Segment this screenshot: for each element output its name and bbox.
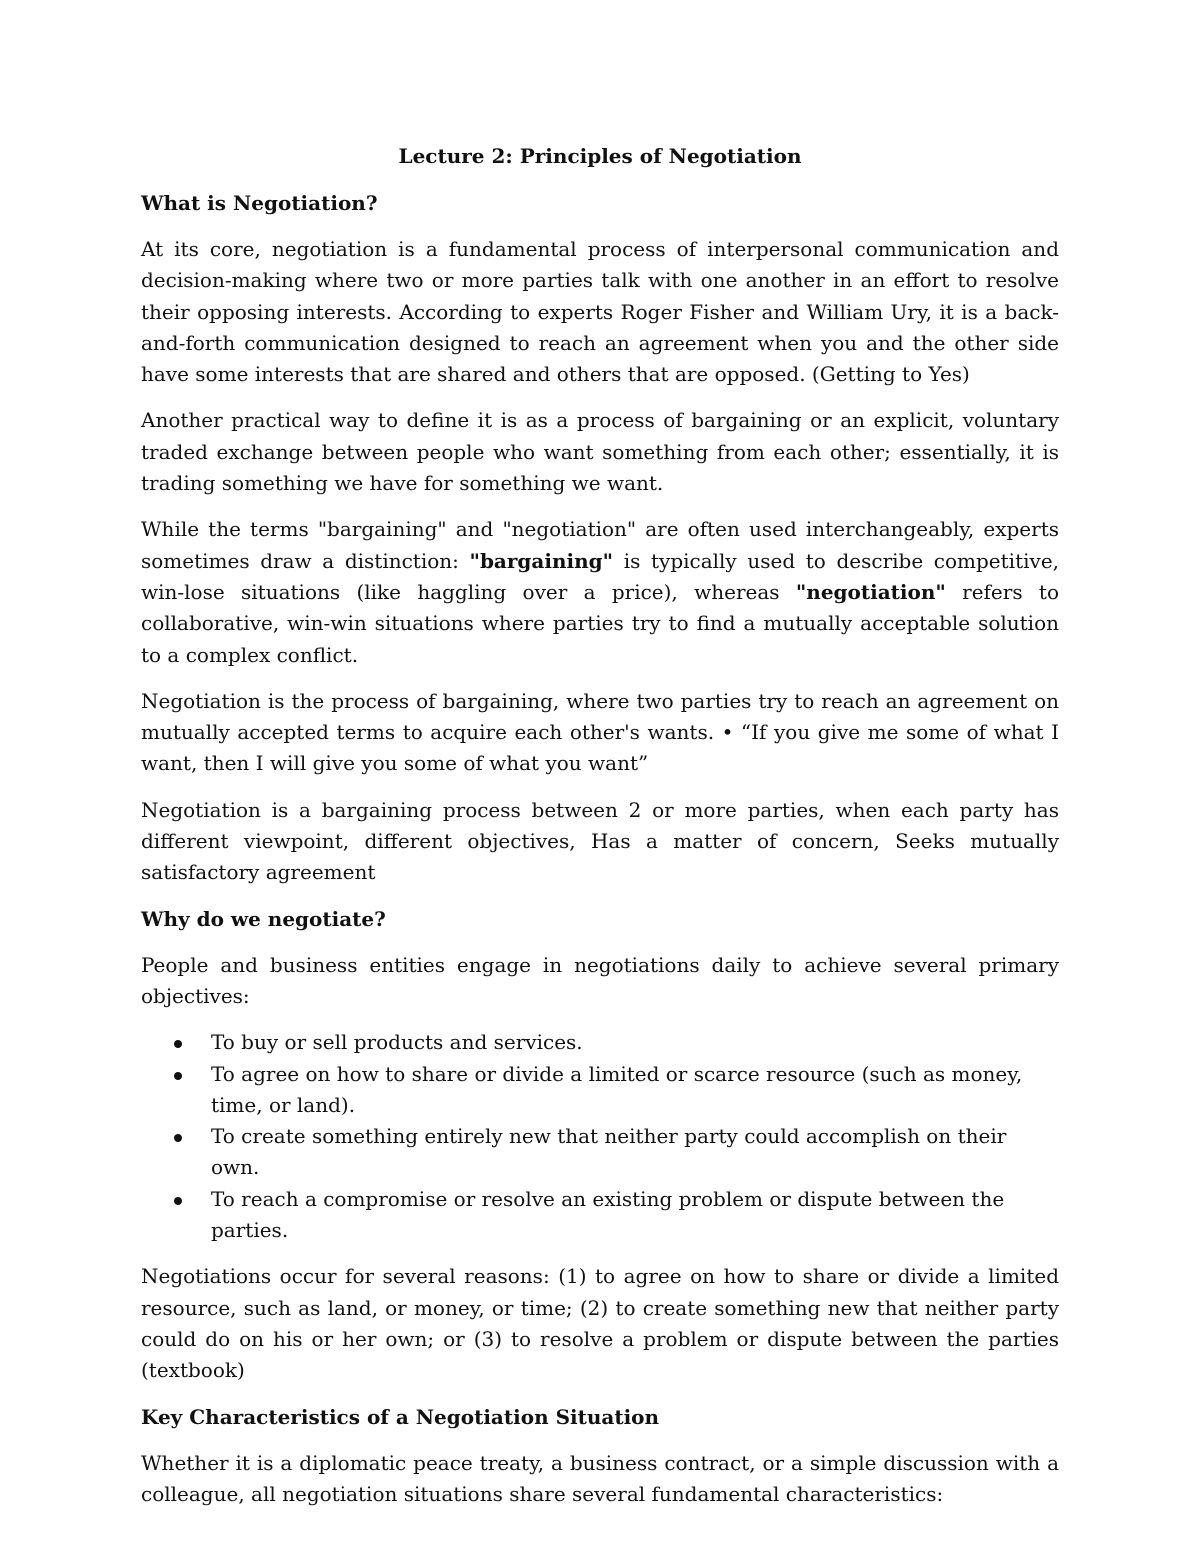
paragraph-bargaining-process-parties: Negotiation is a bargaining process between 2 or more parties, when each party has different viewpoint, different objectives, Has a matter of concern, Seeks mutually satisfactory agreement: [141, 797, 1059, 885]
section-heading-key-characteristics: Key Characteristics of a Negotiation Situation: [141, 1404, 660, 1429]
objectives-list: [141, 1027, 1059, 1246]
list-item: [141, 1059, 1059, 1122]
document-title: Lecture 2: Principles of Negotiation: [398, 144, 802, 168]
paragraph-definition-core: At its core, negotiation is a fundamental process of interpersonal communication and decision-making where two or more parties talk with one another in an effort to resolve their opposing interests. According to experts Roger Fisher and William Ury, it is a back-and-forth communication designed to reach an agreement when you and the other side have some interests that are shared and others that are opposed. (Getting to Yes): [141, 237, 1059, 387]
text-run: While the terms "bargaining" and "negotiation" are often used interchangeably, experts sometimes draw a distinction:: [141, 517, 1059, 573]
bullet-icon: [174, 1134, 182, 1142]
paragraph-objectives-intro: People and business entities engage in negotiations daily to achieve several primary objectives:: [141, 952, 1059, 1008]
text-run: is typically used to describe competitive, win-lose situations (like haggling over a price), whereas: [141, 548, 1060, 604]
paragraph-reasons-textbook: Negotiations occur for several reasons: (1) to agree on how to share or divide a limited resource, such as land, or money, or time; (2) to create something new that neither party could do on his or her own; or (3) to resolve a problem or dispute between the parties (textbook): [141, 1264, 1059, 1383]
document-page: [141, 140, 1059, 1525]
list-item-text: To create something entirely new that neither party could accomplish on their own.: [211, 1124, 1007, 1180]
paragraph-definition-bargaining: Another practical way to define it is as a process of bargaining or an explicit, voluntary traded exchange between people who want something from each other; essentially, it is trading something we have for something we want.: [141, 408, 1059, 496]
paragraph-bargaining-vs-negotiation: [141, 514, 1059, 670]
list-item: [141, 1184, 1059, 1247]
section-heading-what-is-negotiation: What is Negotiation?: [141, 191, 378, 215]
list-item: [141, 1027, 1059, 1058]
section-heading-why-negotiate: Why do we negotiate?: [141, 906, 386, 931]
bullet-icon: [174, 1072, 182, 1080]
paragraph-process-of-bargaining: Negotiation is the process of bargaining, where two parties try to reach an agreement on mutually accepted terms to acquire each other's wants. • “If you give me some of what I want, then I will give you some of what you want”: [141, 688, 1059, 776]
list-item-text: To buy or sell products and services.: [211, 1030, 583, 1055]
list-item-text: To agree on how to share or divide a limited or scarce resource (such as money, time, or land).: [211, 1061, 1023, 1117]
bold-term-negotiation: "negotiation": [795, 579, 946, 604]
paragraph-characteristics-intro: Whether it is a diplomatic peace treaty, a business contract, or a simple discussion with a colleague, all negotiation situations share several fundamental characteristics:: [141, 1450, 1059, 1506]
list-item: [141, 1121, 1059, 1184]
bullet-icon: [174, 1040, 182, 1048]
bold-term-bargaining: "bargaining": [469, 548, 614, 573]
list-item-text: To reach a compromise or resolve an existing problem or dispute between the parties.: [211, 1186, 1005, 1243]
bullet-icon: [174, 1197, 182, 1205]
text-run: refers to collaborative, win-win situations where parties try to find a mutually acceptable solution to a complex conflict.: [141, 579, 1059, 667]
